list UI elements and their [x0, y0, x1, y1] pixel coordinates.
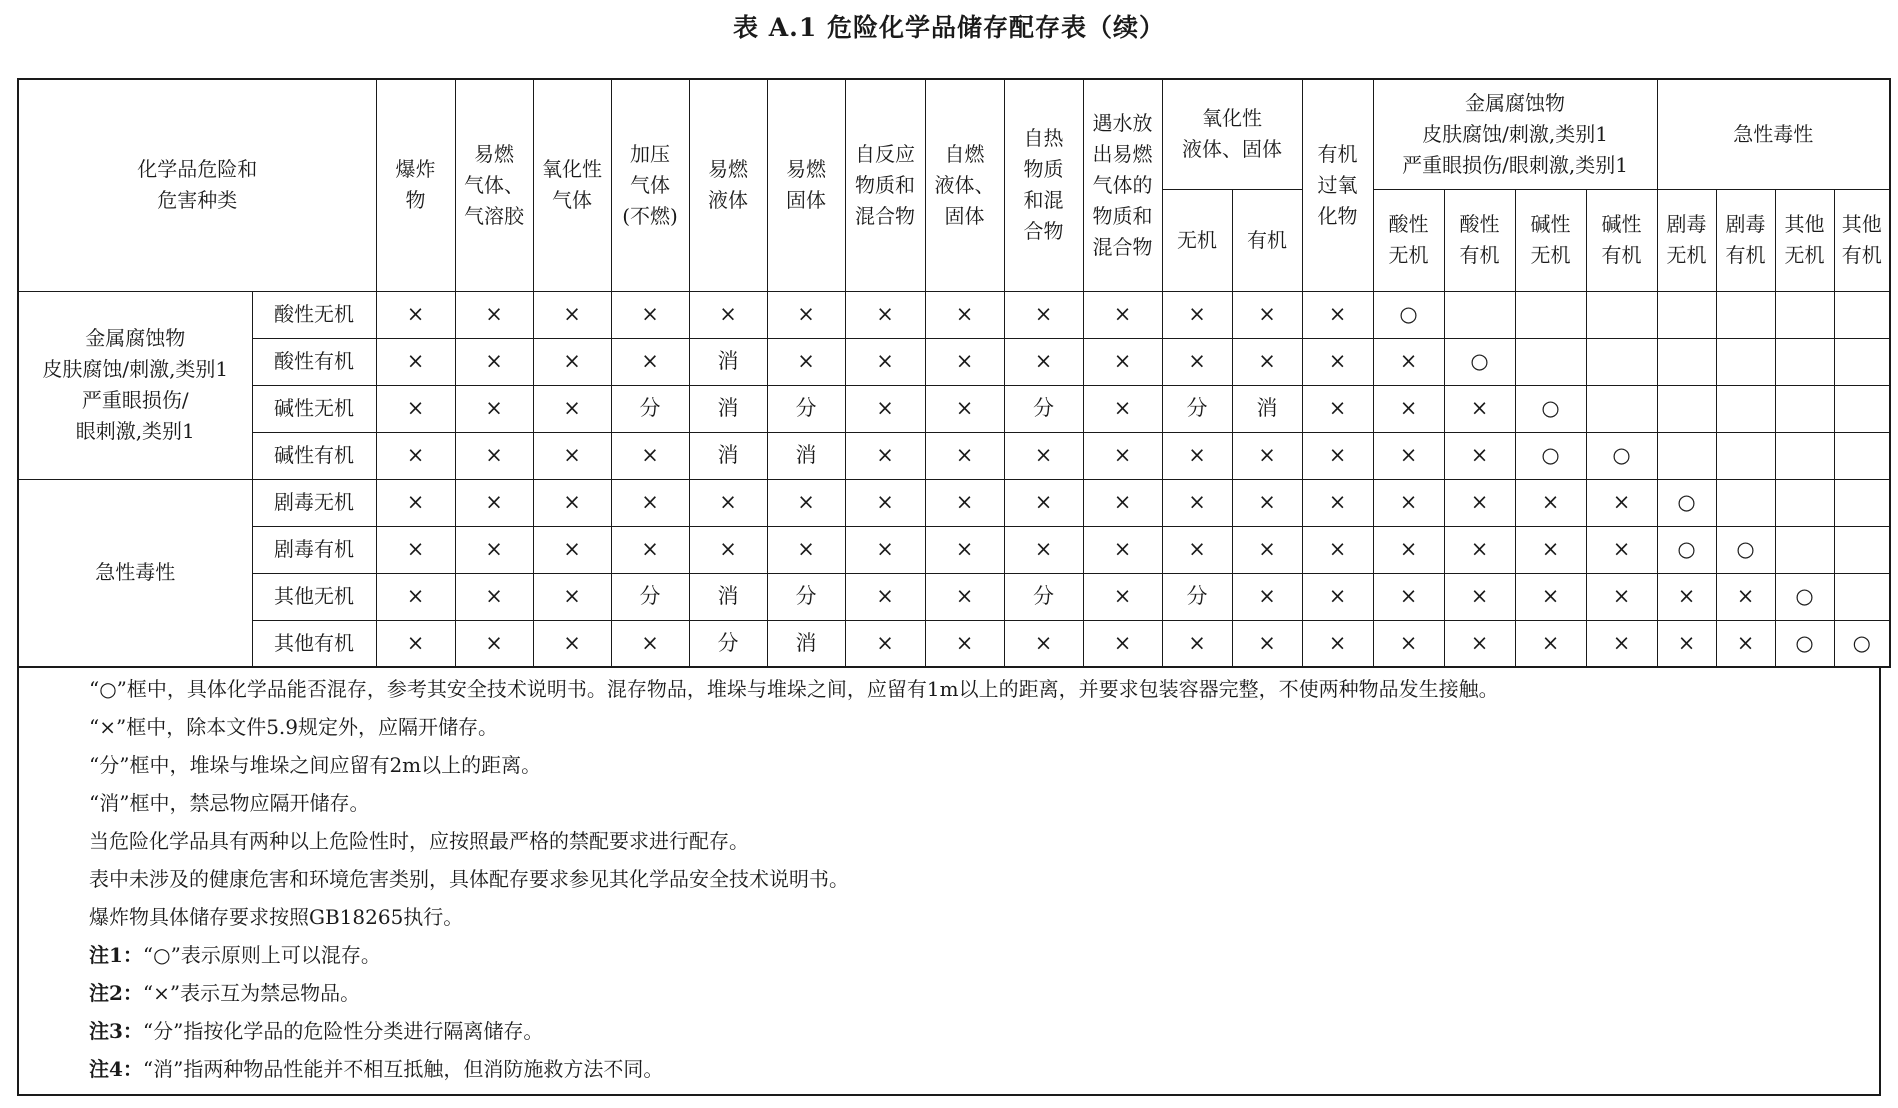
- compatibility-cell: ×: [533, 620, 611, 667]
- compatibility-cell: ×: [925, 479, 1004, 526]
- footnotes-list: [89, 936, 1879, 1088]
- compatibility-cell: ×: [767, 338, 845, 385]
- footnote-line: [89, 1012, 1879, 1050]
- compatibility-cell: 分: [767, 385, 845, 432]
- compatibility-cell: ×: [767, 479, 845, 526]
- notes-section: [17, 666, 1881, 1096]
- compatibility-cell: ×: [1444, 385, 1515, 432]
- row-label: 其他有机: [252, 620, 376, 667]
- compatibility-cell: ×: [1004, 432, 1083, 479]
- compatibility-cell: ×: [1373, 526, 1444, 573]
- compatibility-cell: ×: [1716, 620, 1775, 667]
- compatibility-cell: ○: [1515, 432, 1586, 479]
- compatibility-cell: ×: [1004, 620, 1083, 667]
- col-header: 有机 过氧 化物: [1302, 79, 1373, 291]
- compatibility-cell: [1834, 479, 1890, 526]
- compatibility-cell: ×: [1657, 620, 1716, 667]
- table-row: [18, 573, 1890, 620]
- compatibility-cell: ×: [1162, 432, 1232, 479]
- compatibility-cell: ○: [1775, 620, 1834, 667]
- compatibility-cell: ×: [925, 573, 1004, 620]
- compatibility-cell: [1657, 338, 1716, 385]
- footnote-line: [89, 936, 1879, 974]
- compatibility-cell: ×: [1657, 573, 1716, 620]
- compatibility-cell: ×: [1004, 291, 1083, 338]
- compatibility-cell: ×: [1444, 479, 1515, 526]
- compatibility-cell: [1834, 291, 1890, 338]
- row-label: 剧毒无机: [252, 479, 376, 526]
- compatibility-cell: [1586, 385, 1657, 432]
- footnote-line: [89, 1050, 1879, 1088]
- compatibility-cell: ○: [1444, 338, 1515, 385]
- compatibility-cell: [1716, 432, 1775, 479]
- compatibility-cell: ×: [1586, 573, 1657, 620]
- compatibility-cell: ○: [1657, 479, 1716, 526]
- compatibility-cell: ×: [1162, 338, 1232, 385]
- compatibility-cell: 消: [689, 338, 767, 385]
- row-label: 其他无机: [252, 573, 376, 620]
- compatibility-cell: ×: [1083, 338, 1162, 385]
- compatibility-cell: ×: [1083, 479, 1162, 526]
- compatibility-cell: [1834, 385, 1890, 432]
- group-label: 金属腐蚀物 皮肤腐蚀/刺激,类别1 严重眼损伤/ 眼刺激,类别1: [18, 291, 252, 479]
- sub-col-header: 其他 无机: [1775, 189, 1834, 291]
- compatibility-cell: [1444, 291, 1515, 338]
- col-header: 加压 气体 (不燃): [611, 79, 689, 291]
- compatibility-cell: ×: [1083, 291, 1162, 338]
- compatibility-cell: ×: [925, 338, 1004, 385]
- col-header: 易燃 固体: [767, 79, 845, 291]
- compatibility-cell: [1775, 291, 1834, 338]
- sub-col-header: 剧毒 无机: [1657, 189, 1716, 291]
- compatibility-cell: ×: [1302, 479, 1373, 526]
- compatibility-cell: [1775, 526, 1834, 573]
- compatibility-cell: ×: [845, 338, 925, 385]
- compatibility-cell: ×: [455, 291, 533, 338]
- compatibility-cell: ×: [689, 526, 767, 573]
- compatibility-cell: 消: [767, 432, 845, 479]
- compatibility-cell: ×: [533, 385, 611, 432]
- compatibility-cell: ×: [1373, 479, 1444, 526]
- compatibility-cell: ×: [376, 432, 455, 479]
- compatibility-cell: 分: [767, 573, 845, 620]
- footnote-text: “分”指按化学品的危险性分类进行隔离储存。: [142, 1019, 544, 1043]
- compatibility-cell: ×: [1444, 432, 1515, 479]
- note-line: “分”框中，堆垛与堆垛之间应留有2m以上的距离。: [89, 753, 542, 777]
- table-row: [18, 479, 1890, 526]
- compatibility-cell: ×: [1004, 338, 1083, 385]
- compatibility-cell: ×: [845, 526, 925, 573]
- compatibility-cell: [1834, 338, 1890, 385]
- compatibility-cell: 分: [1162, 385, 1232, 432]
- compatibility-cell: ×: [1373, 385, 1444, 432]
- oxidizing-group-header: 氧化性 液体、固体: [1162, 79, 1302, 189]
- compatibility-cell: ×: [376, 479, 455, 526]
- compatibility-cell: ×: [1302, 385, 1373, 432]
- compatibility-cell: ×: [1232, 432, 1302, 479]
- compatibility-cell: ×: [925, 432, 1004, 479]
- compatibility-cell: 消: [689, 432, 767, 479]
- compatibility-cell: ×: [1302, 526, 1373, 573]
- compatibility-cell: [1834, 526, 1890, 573]
- compatibility-cell: ×: [1373, 432, 1444, 479]
- compatibility-cell: 分: [1004, 573, 1083, 620]
- row-label: 碱性无机: [252, 385, 376, 432]
- compatibility-cell: ×: [611, 479, 689, 526]
- compatibility-cell: ×: [1302, 291, 1373, 338]
- compatibility-cell: 分: [611, 385, 689, 432]
- compatibility-cell: ○: [1716, 526, 1775, 573]
- sub-col-header: 酸性 无机: [1373, 189, 1444, 291]
- footnote-prefix: 注1：: [89, 943, 143, 967]
- compatibility-cell: ×: [1232, 479, 1302, 526]
- compatibility-cell: ×: [455, 479, 533, 526]
- compatibility-cell: ×: [1232, 338, 1302, 385]
- compatibility-cell: ×: [533, 479, 611, 526]
- compatibility-cell: ×: [1162, 479, 1232, 526]
- sub-col-header: 有机: [1232, 189, 1302, 291]
- compatibility-cell: ×: [845, 479, 925, 526]
- corner-header: 化学品危险和 危害种类: [18, 79, 376, 291]
- compatibility-cell: 分: [611, 573, 689, 620]
- compatibility-cell: ×: [455, 385, 533, 432]
- compatibility-cell: ×: [1302, 338, 1373, 385]
- table-row: [18, 432, 1890, 479]
- compatibility-cell: ○: [1373, 291, 1444, 338]
- compatibility-cell: ×: [1232, 620, 1302, 667]
- compatibility-cell: ×: [1162, 620, 1232, 667]
- note-line: 当危险化学品具有两种以上危险性时，应按照最严格的禁配要求进行配存。: [89, 829, 749, 853]
- compatibility-cell: [1775, 432, 1834, 479]
- compatibility-cell: ×: [925, 291, 1004, 338]
- sub-col-header: 碱性 无机: [1515, 189, 1586, 291]
- compatibility-cell: ×: [1083, 526, 1162, 573]
- compatibility-cell: ×: [1004, 479, 1083, 526]
- compatibility-cell: [1716, 338, 1775, 385]
- compatibility-cell: [1775, 338, 1834, 385]
- compatibility-cell: ×: [1162, 291, 1232, 338]
- footnote-line: [89, 974, 1879, 1012]
- storage-compatibility-table: [17, 78, 1891, 668]
- compatibility-cell: [1716, 479, 1775, 526]
- col-header: 自热 物质 和混 合物: [1004, 79, 1083, 291]
- compatibility-cell: ×: [689, 291, 767, 338]
- compatibility-cell: ×: [1716, 573, 1775, 620]
- compatibility-cell: [1586, 338, 1657, 385]
- corrosive-group-header: 金属腐蚀物 皮肤腐蚀/刺激,类别1 严重眼损伤/眼刺激,类别1: [1373, 79, 1657, 189]
- compatibility-cell: ×: [455, 573, 533, 620]
- compatibility-cell: ×: [1302, 432, 1373, 479]
- compatibility-cell: ×: [611, 291, 689, 338]
- sub-col-header: 酸性 有机: [1444, 189, 1515, 291]
- compatibility-cell: ×: [1515, 479, 1586, 526]
- compatibility-cell: [1716, 385, 1775, 432]
- compatibility-cell: ×: [533, 526, 611, 573]
- compatibility-cell: ○: [1515, 385, 1586, 432]
- compatibility-cell: ×: [845, 385, 925, 432]
- compatibility-cell: ×: [845, 620, 925, 667]
- col-header: 遇水放 出易燃 气体的 物质和 混合物: [1083, 79, 1162, 291]
- compatibility-cell: ×: [611, 620, 689, 667]
- compatibility-cell: [1716, 291, 1775, 338]
- compatibility-cell: ×: [1373, 338, 1444, 385]
- table-body: [18, 291, 1890, 667]
- compatibility-cell: 消: [1232, 385, 1302, 432]
- compatibility-cell: 分: [689, 620, 767, 667]
- compatibility-cell: ○: [1586, 432, 1657, 479]
- compatibility-cell: ×: [925, 385, 1004, 432]
- table-row: [18, 291, 1890, 338]
- compatibility-cell: ×: [455, 526, 533, 573]
- compatibility-cell: 消: [689, 573, 767, 620]
- compatibility-cell: ×: [1083, 385, 1162, 432]
- table-row: [18, 620, 1890, 667]
- col-header: 易燃 液体: [689, 79, 767, 291]
- table-row: [18, 338, 1890, 385]
- compatibility-cell: ×: [1232, 291, 1302, 338]
- compatibility-cell: [1834, 573, 1890, 620]
- compatibility-cell: [1586, 291, 1657, 338]
- compatibility-cell: ×: [455, 338, 533, 385]
- compatibility-cell: ×: [376, 620, 455, 667]
- sub-col-header: 剧毒 有机: [1716, 189, 1775, 291]
- compatibility-cell: ×: [845, 432, 925, 479]
- compatibility-cell: [1775, 385, 1834, 432]
- footnote-prefix: 注3：: [89, 1019, 143, 1043]
- row-label: 酸性无机: [252, 291, 376, 338]
- sub-col-header: 无机: [1162, 189, 1232, 291]
- compatibility-cell: 消: [689, 385, 767, 432]
- compatibility-cell: ×: [611, 526, 689, 573]
- compatibility-cell: ×: [1162, 526, 1232, 573]
- compatibility-cell: ○: [1775, 573, 1834, 620]
- row-label: 碱性有机: [252, 432, 376, 479]
- toxic-group-header: 急性毒性: [1657, 79, 1890, 189]
- compatibility-cell: ×: [376, 291, 455, 338]
- footnote-prefix: 注2：: [89, 981, 143, 1005]
- compatibility-cell: ×: [1515, 620, 1586, 667]
- compatibility-cell: ×: [689, 479, 767, 526]
- compatibility-cell: 分: [1004, 385, 1083, 432]
- note-line: “消”框中，禁忌物应隔开储存。: [89, 791, 370, 815]
- compatibility-cell: ×: [767, 291, 845, 338]
- compatibility-cell: ×: [455, 432, 533, 479]
- compatibility-cell: ×: [1444, 526, 1515, 573]
- compatibility-cell: ×: [533, 291, 611, 338]
- footnote-text: “○”表示原则上可以混存。: [142, 943, 381, 967]
- compatibility-cell: ×: [376, 338, 455, 385]
- table-row: [18, 385, 1890, 432]
- compatibility-cell: ×: [925, 620, 1004, 667]
- compatibility-cell: 分: [1162, 573, 1232, 620]
- compatibility-cell: ×: [1515, 573, 1586, 620]
- compatibility-cell: [1834, 432, 1890, 479]
- col-header: 自反应 物质和 混合物: [845, 79, 925, 291]
- compatibility-cell: ×: [1083, 620, 1162, 667]
- col-header: 氧化性 气体: [533, 79, 611, 291]
- compatibility-cell: ×: [845, 291, 925, 338]
- compatibility-cell: ×: [611, 432, 689, 479]
- table-row: [18, 526, 1890, 573]
- compatibility-cell: ×: [1302, 620, 1373, 667]
- group-label: 急性毒性: [18, 479, 252, 667]
- header-row-top: [18, 79, 1890, 189]
- compatibility-cell: ×: [1586, 479, 1657, 526]
- compatibility-cell: ×: [1302, 573, 1373, 620]
- compatibility-cell: [1657, 291, 1716, 338]
- compatibility-cell: ×: [376, 385, 455, 432]
- notes-list: [89, 670, 1879, 936]
- sub-col-header: 碱性 有机: [1586, 189, 1657, 291]
- col-header: 自燃 液体、 固体: [925, 79, 1004, 291]
- compatibility-cell: ×: [845, 573, 925, 620]
- compatibility-cell: ×: [925, 526, 1004, 573]
- compatibility-cell: ×: [1515, 526, 1586, 573]
- row-label: 剧毒有机: [252, 526, 376, 573]
- compatibility-cell: ×: [1373, 573, 1444, 620]
- compatibility-cell: ×: [1586, 526, 1657, 573]
- footnote-text: “×”表示互为禁忌物品。: [142, 981, 361, 1005]
- note-line: 表中未涉及的健康危害和环境危害类别，具体配存要求参见其化学品安全技术说明书。: [89, 867, 849, 891]
- compatibility-cell: ×: [1444, 620, 1515, 667]
- note-line: “○”框中，具体化学品能否混存，参考其安全技术说明书。混存物品，堆垛与堆垛之间，应留有1m以上的距离，并要求包装容器完整，不使两种物品发生接触。: [89, 677, 1499, 701]
- compatibility-cell: [1657, 432, 1716, 479]
- compatibility-cell: ×: [376, 573, 455, 620]
- compatibility-cell: ×: [533, 432, 611, 479]
- col-header: 易燃 气体、 气溶胶: [455, 79, 533, 291]
- compatibility-cell: ×: [533, 573, 611, 620]
- compatibility-cell: ×: [1083, 432, 1162, 479]
- compatibility-cell: ×: [1232, 526, 1302, 573]
- sub-col-header: 其他 有机: [1834, 189, 1890, 291]
- col-header: 爆炸 物: [376, 79, 455, 291]
- footnote-prefix: 注4：: [89, 1057, 143, 1081]
- row-label: 酸性有机: [252, 338, 376, 385]
- compatibility-cell: ○: [1834, 620, 1890, 667]
- note-line: “×”框中，除本文件5.9规定外，应隔开储存。: [89, 715, 499, 739]
- compatibility-cell: ○: [1657, 526, 1716, 573]
- table-title: 表 A.1 危险化学品储存配存表（续）: [733, 13, 1165, 42]
- compatibility-cell: ×: [1004, 526, 1083, 573]
- compatibility-cell: ×: [1373, 620, 1444, 667]
- compatibility-cell: [1515, 338, 1586, 385]
- compatibility-cell: ×: [611, 338, 689, 385]
- compatibility-cell: [1515, 291, 1586, 338]
- footnote-text: “消”指两种物品性能并不相互抵触，但消防施救方法不同。: [142, 1057, 664, 1081]
- compatibility-cell: 消: [767, 620, 845, 667]
- compatibility-cell: ×: [1444, 573, 1515, 620]
- compatibility-cell: [1775, 479, 1834, 526]
- compatibility-cell: ×: [1586, 620, 1657, 667]
- compatibility-cell: ×: [533, 338, 611, 385]
- compatibility-cell: ×: [376, 526, 455, 573]
- compatibility-cell: ×: [1083, 573, 1162, 620]
- compatibility-cell: ×: [455, 620, 533, 667]
- compatibility-cell: ×: [1232, 573, 1302, 620]
- compatibility-cell: ×: [767, 526, 845, 573]
- note-line: 爆炸物具体储存要求按照GB18265执行。: [89, 905, 464, 929]
- compatibility-cell: [1657, 385, 1716, 432]
